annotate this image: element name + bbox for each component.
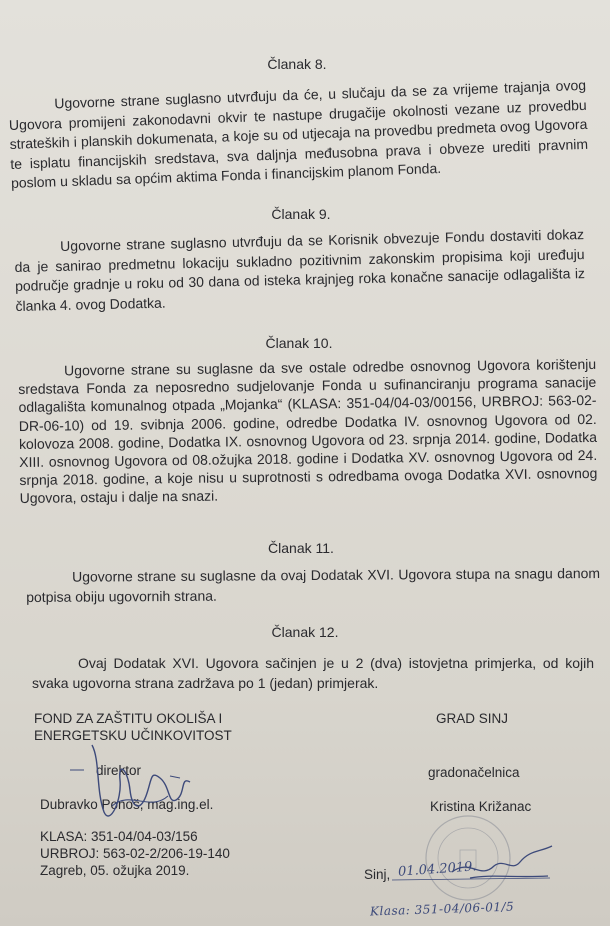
right-party-person: Kristina Križanac (430, 799, 532, 814)
handwritten-date: 01.04.2019. (397, 859, 478, 880)
right-party-name: GRAD SINJ (436, 711, 509, 726)
right-signature (452, 846, 552, 878)
round-stamp (426, 816, 510, 900)
right-party-role: gradonačelnica (428, 765, 520, 780)
right-party-place: Sinj, (364, 867, 391, 882)
left-party-role: direktor (96, 763, 142, 778)
article-10-text: Ugovorne strane su suglasne da sve ostale odredbe osnovnog Ugovora korištenju sredstava Fonda za neposredno sudjelovanje Fonda u sufinanciranju programa sanacije odlagališta komunalnog otpada „Mojanka“ (KLASA: 351-04/04-03/00156, URBROJ: 563-02-DR-06-10) od 19. svibnja 2006. godine, odredbe Dodatka IV. osnovnog Ugovora od 02. kolovoza 2008. godine, Dodatka IX. osnovnog Ugovora od 23. srpnja 2014. godine, Dodatka XIII. osnovnog Ugovora od 08.ožujka 2018. godine i Dodatka XV. osnovnog Ugovora od 24. srpnja 2018. godine, a koje nisu u suprotnosti s odredbama ovoga Dodatka XVI. osnovnog Ugovora, ostaju i dalje na snazi. (18, 355, 598, 507)
article-8-text: Ugovorne strane suglasno utvrđuju da će, u slučaju da se za vrijeme trajanja ovog Ugovora promijeni zakonodavni okvir te nastupe drugačije okolnosti vezane uz provedbu strateških i planskih dokumenata, a koje su od utjecaja na provedbu predmeta ovog Ugovora te isplatu financijskih sredstava, sva daljnja međusobna prava i obveze urediti pravnim poslom u skladu sa općim aktima Fonda i financijskim planom Fonda. (8, 76, 589, 191)
article-11-text: Ugovorne strane su suglasne da ovaj Dodatak XVI. Ugovora stupa na snagu danom potpisa obiju ugovornih strana. (26, 564, 601, 605)
left-party-name-line1: FOND ZA ZAŠTITU OKOLIŠA I (34, 711, 223, 726)
left-signature (92, 745, 190, 816)
left-party-name-line2: ENERGETSKU UČINKOVITOST (34, 728, 232, 743)
article-12-heading: Članak 12. (271, 624, 339, 640)
article-9-heading: Članak 9. (271, 206, 331, 222)
left-party-place-date: Zagreb, 05. ožujka 2019. (40, 863, 190, 878)
article-9-text: Ugovorne strane suglasno utvrđuju da se Korisnik obvezuje Fondu dostaviti dokaz da je sanirao predmetnu lokaciju sukladno pozitivnim zakonskim propisima koji uređuju područje gradnje u roku od 30 dana od isteka krajnjeg roka konačne sanacije odlagališta iz članka 4. ovog Dodatka. (14, 226, 586, 314)
article-8-heading: Članak 8. (267, 56, 327, 72)
article-12-text: Ovaj Dodatak XVI. Ugovora sačinjen je u 2 (dva) istovjetna primjerka, od kojih svaka ugovorna strana zadržava po 1 (jedan) primjerak. (32, 655, 594, 691)
article-11-heading: Članak 11. (268, 540, 334, 556)
left-party-klasa: KLASA: 351-04/04-03/156 (40, 829, 198, 844)
handwritten-klasa: Klasa: 351-04/06-01/5 (369, 899, 515, 919)
left-party-urbroj: URBROJ: 563-02-2/206-19-140 (40, 846, 230, 861)
left-party-person: Dubravko Ponoš, mag.ing.el. (40, 797, 214, 812)
article-10-heading: Članak 10. (265, 335, 333, 351)
